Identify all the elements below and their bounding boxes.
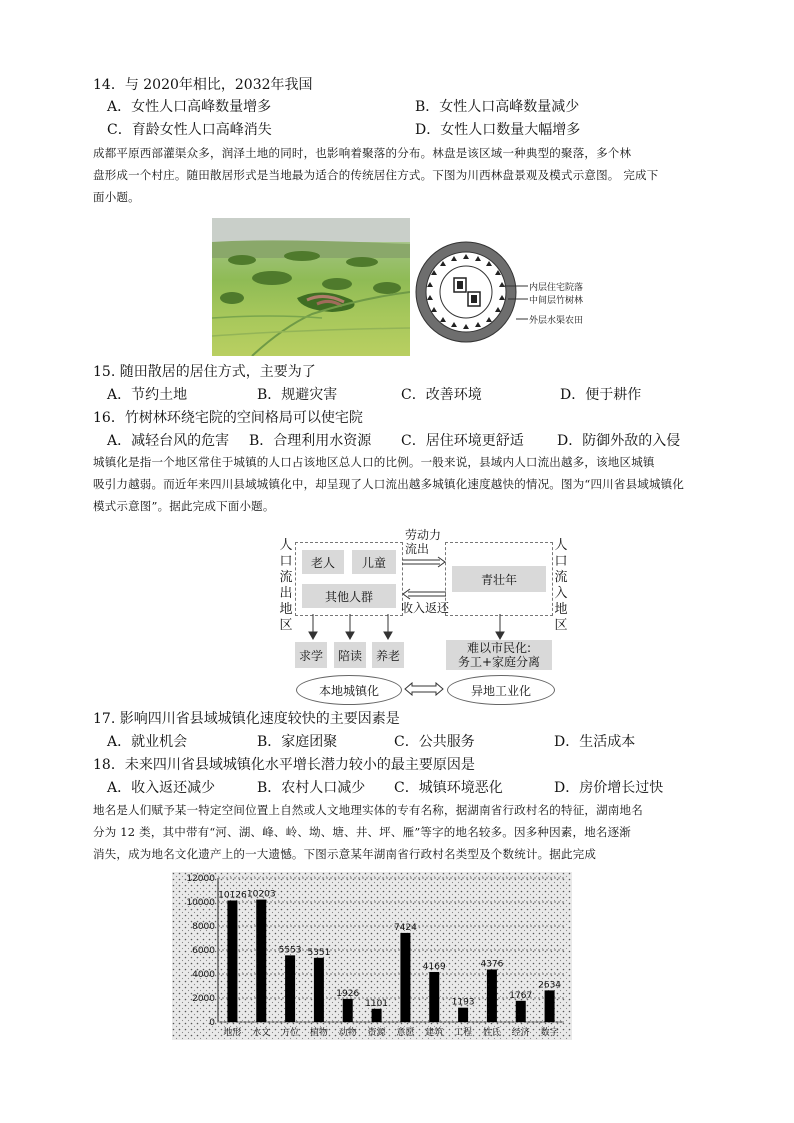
passage-line: 面小题。 [93, 190, 140, 204]
box-study: 求学 [295, 642, 327, 668]
y-tick-label: 4000 [192, 970, 215, 980]
data-label: 4169 [422, 961, 446, 972]
y-tick-label: 10000 [186, 898, 215, 908]
passage-line: 盘形成一个村庄。随田散居形式是当地最为适合的传统居住方式。下图为川西林盘景观及模式示意图。 完成下 [93, 168, 659, 182]
label-inflow-area: 人口流入地区 [554, 538, 568, 633]
y-tick-label: 0 [209, 1018, 215, 1028]
x-tick-label: 资源 [367, 1028, 386, 1038]
q18-option-c: C．城镇环境恶化 [394, 780, 503, 796]
data-label: 5351 [307, 947, 331, 958]
bar-水文 [256, 900, 266, 1022]
q16-option-c: C．居住环境更舒适 [401, 433, 524, 449]
q17-option-b: B．家庭团聚 [257, 734, 338, 750]
box-accompany: 陪读 [334, 642, 366, 668]
q17-stem: 17. 影响四川省县域城镇化速度较快的主要因素是 [93, 711, 400, 727]
bar-地形 [227, 900, 237, 1022]
data-label: 2634 [538, 980, 562, 991]
bar-建筑 [429, 972, 439, 1022]
x-tick-label: 植物 [309, 1028, 328, 1038]
y-tick-label: 8000 [192, 922, 215, 932]
q15-option-b: B．规避灾害 [257, 387, 338, 403]
q15-option-a: A．节约土地 [107, 387, 188, 403]
bar-方位 [285, 955, 295, 1022]
data-label: 1101 [365, 998, 389, 1009]
double-arrow-icon [404, 682, 444, 696]
passage-line: 地名是人们赋予某一特定空间位置上自然或人文地理实体的专有名称，据湖南省行政村名的特征，湖南地名 [93, 803, 643, 817]
x-tick-label: 数字 [540, 1028, 559, 1038]
hard-to-settle-line1: 难以市民化: [466, 641, 532, 655]
data-label: 1193 [451, 997, 475, 1008]
x-tick-label: 地形 [223, 1028, 242, 1038]
x-tick-label: 方位 [281, 1028, 300, 1038]
label-income-return: 收入返还 [401, 601, 450, 615]
bar-经济 [516, 1001, 526, 1022]
q16-option-b: B．合理利用水资源 [249, 433, 372, 449]
q14-stem: 14．与 2020年相比，2032年我国 [93, 77, 313, 93]
label-outflow-area: 人口流出地区 [279, 538, 293, 633]
bar-植物 [314, 958, 324, 1022]
passage-line: 城镇化是指一个地区常住于城镇的人口占该地区总人口的比例。一般来说，县域内人口流出越多，该地区城镇 [93, 455, 655, 469]
labor-outflow-text: 劳动力流出 [405, 528, 442, 556]
passage-line: 模式示意图”。据此完成下面小题。 [93, 499, 275, 513]
q17-option-d: D．生活成本 [554, 734, 636, 750]
x-tick-label: 工程 [454, 1028, 473, 1038]
data-label: 1767 [509, 990, 533, 1001]
q15-stem: 15. 随田散居的居住方式，主要为了 [93, 364, 316, 380]
box-elder-care: 养老 [372, 642, 404, 668]
q14-option-d: D．女性人口数量大幅增多 [415, 122, 581, 138]
y-tick-label: 6000 [192, 946, 215, 956]
x-tick-label: 水文 [252, 1028, 271, 1038]
bar-资源 [372, 1009, 382, 1022]
x-tick-label: 建筑 [425, 1028, 444, 1038]
passage-urbanization [93, 451, 713, 517]
q16-option-a: A．减轻台风的危害 [107, 433, 230, 449]
box-children: 儿童 [352, 550, 396, 574]
x-tick-label: 经济 [511, 1028, 530, 1038]
ellipse-remote-industrialization: 异地工业化 [447, 675, 555, 705]
q14-option-c: C．育龄女性人口高峰消失 [107, 122, 272, 138]
data-label: 10203 [246, 889, 276, 900]
label-inner-layer: 内层住宅院落 [529, 283, 584, 293]
village-name-type-chart [172, 872, 572, 1040]
bar-数字 [545, 990, 555, 1022]
q18-stem: 18．未来四川省县域城镇化水平增长潜力较小的最主要原因是 [93, 757, 475, 773]
box-young-adults: 青壮年 [452, 566, 546, 592]
y-tick-label: 12000 [186, 874, 215, 884]
box-others: 其他人群 [302, 584, 396, 608]
linpan-landscape-photo [212, 218, 410, 356]
bar-工程 [458, 1008, 468, 1022]
x-tick-label: 意愿 [396, 1028, 415, 1038]
bar-意愿 [400, 933, 410, 1022]
diagram-leader-lines [500, 282, 530, 322]
data-label: 1926 [336, 988, 360, 999]
q15-option-d: D．便于耕作 [560, 387, 642, 403]
label-middle-layer: 中间层竹树林 [529, 296, 584, 306]
q17-option-a: A．就业机会 [107, 734, 188, 750]
passage-line: 分为 12 类，其中带有“河、湖、峰、岭、坳、塘、井、坪、雁”等字的地名较多。因多种因素，地名逐渐 [93, 825, 631, 839]
hard-to-settle-line2: 务工+家庭分离 [457, 655, 541, 669]
bar-chart-svg [172, 872, 572, 1040]
y-tick-label: 2000 [192, 994, 215, 1004]
x-tick-label: 姓氏 [482, 1028, 501, 1038]
down-arrows-icon [295, 614, 565, 640]
passage-line: 消失，成为地名文化遗产上的一大遗憾。下图示意某年湖南省行政村名类型及个数统计。据此完成 [93, 847, 597, 861]
q14-option-a: A．女性人口高峰数量增多 [107, 99, 272, 115]
passage-line: 成都平原西部灌渠众多，润泽土地的同时，也影响着聚落的分布。林盘是该区域一种典型的聚落，多个林 [93, 146, 632, 160]
q15-option-c: C．改善环境 [401, 387, 482, 403]
data-label: 7424 [393, 922, 417, 933]
arrow-right-icon [402, 556, 446, 568]
passage-place-names [93, 799, 713, 865]
q16-option-d: D．防御外敌的入侵 [557, 433, 681, 449]
q18-option-b: B．农村人口减少 [257, 780, 366, 796]
bar-姓氏 [487, 969, 497, 1022]
q14-option-b: B．女性人口高峰数量减少 [415, 99, 580, 115]
passage-linpan [93, 142, 713, 208]
bar-动物 [343, 999, 353, 1022]
q18-option-a: A．收入返还减少 [107, 780, 216, 796]
data-label: 5553 [278, 945, 302, 956]
x-tick-label: 动物 [338, 1028, 357, 1038]
ellipse-local-urbanization: 本地城镇化 [296, 675, 402, 705]
q16-stem: 16．竹树林环绕宅院的空间格局可以使宅院 [93, 410, 363, 426]
q18-option-d: D．房价增长过快 [554, 780, 664, 796]
passage-line: 吸引力越弱。而近年来四川县域城镇化中，却呈现了人口流出越多城镇化速度越快的情况。图为“四川省县域城镇化 [93, 477, 685, 491]
data-label: 4376 [480, 959, 504, 970]
label-outer-layer: 外层水渠农田 [529, 316, 584, 326]
box-hard-to-settle [446, 640, 552, 670]
q17-option-c: C．公共服务 [394, 734, 475, 750]
label-labor-outflow [405, 528, 445, 556]
box-elderly: 老人 [302, 550, 344, 574]
data-label: 10126 [218, 890, 247, 901]
